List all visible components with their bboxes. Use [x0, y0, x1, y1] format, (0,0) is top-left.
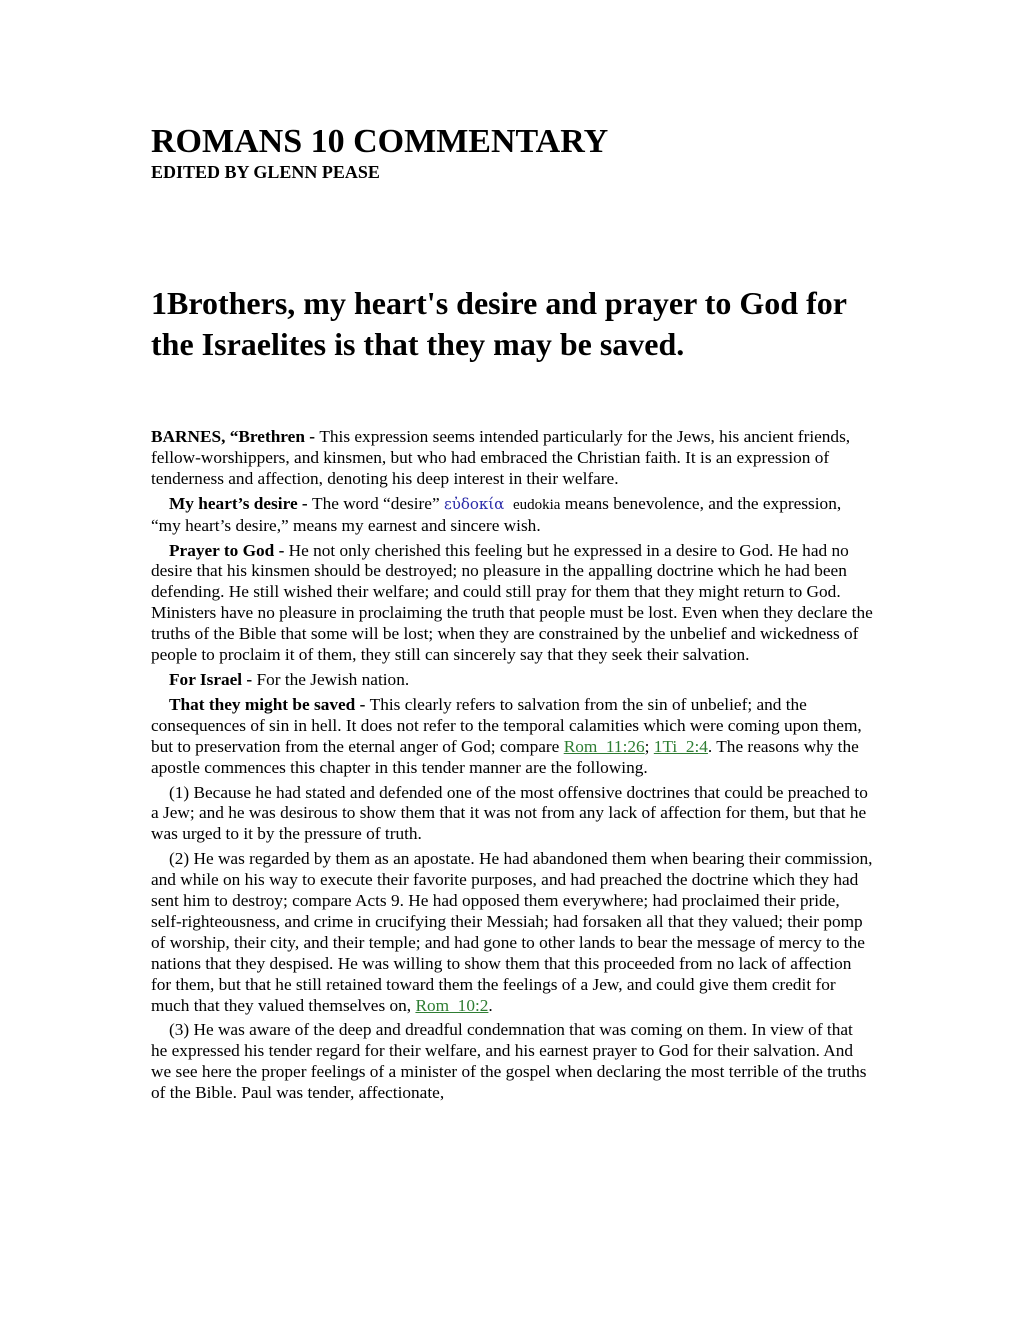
- paragraph-text: . The reasons why the apostle commences this chapter in this tender manner are the following.: [151, 736, 859, 777]
- commentary-paragraph: [151, 541, 873, 666]
- paragraph-text: (3) He was aware of the deep and dreadful condemnation that was coming on them. In view of that he expressed his tender regard for their welfare, and his earnest prayer to God for their salvation. And we see here the proper feelings of a minister of the gospel when declaring the most terrible of the truths of the Bible. Paul was tender, affectionate,: [151, 1020, 867, 1103]
- document-editor: EDITED BY GLENN PEASE: [151, 162, 380, 182]
- paragraph-lead: For Israel -: [169, 669, 257, 689]
- paragraph-text: .: [488, 995, 493, 1015]
- paragraph-text: (2) He was regarded by them as an apostate. He had abandoned them when bearing their commission, and while on his way to execute their favorite purposes, and had preached the doctrine which they had sent him to destroy; compare Acts 9. He had opposed them everywhere; had proclaimed their pride, self-righteousness, and crime in crucifying their Messiah; had forsaken all that they valued; their pomp of worship, their city, and their temple; and had gone to other lands to bear the message of mercy to the nations that they despised. He was willing to show them that this proceeded from no lack of affection for them, but that he still retained toward them the feelings of a Jew, and could give them credit for much that they valued themselves on,: [151, 849, 873, 1015]
- paragraph-text: He not only cherished this feeling but he expressed in a desire to God. He had no desire that his kinsmen should be destroyed; no pleasure in the appalling doctrine which he had been defending. He still wished their welfare; and could still pray for them that they might return to God. Ministers have no pleasure in proclaiming the truth that people must be lost. Even when they declare the truths of the Bible that some will be lost; when they are constrained by the unbelief and wickedness of people to proclaim it of them, they still can sincerely say that they seek their salvation.: [151, 540, 873, 665]
- verse-heading: 1Brothers, my heart's desire and prayer to God for the Israelites is that they may be saved.: [151, 285, 847, 362]
- commentary-paragraph: [151, 427, 873, 490]
- separator: ;: [644, 736, 654, 756]
- paragraph-lead: BARNES, “Brethren -: [151, 427, 320, 446]
- paragraph-lead: My heart’s desire -: [169, 493, 313, 513]
- commentary-paragraph: [151, 1020, 873, 1104]
- transliteration: eudokia: [512, 496, 561, 513]
- paragraph-text: The word “desire”: [312, 493, 444, 513]
- scripture-link-1ti-2-4[interactable]: 1Ti_2:4: [653, 736, 708, 756]
- paragraph-text: means benevolence, and the expression, “my heart’s desire,” means my earnest and sincere wish.: [151, 493, 842, 535]
- paragraph-lead: Prayer to God -: [169, 540, 289, 560]
- paragraph-text: This clearly refers to salvation from the sin of unbelief; and the consequences of sin in hell. It does not refer to the temporal calamities which were coming upon them, but to preservation from the eternal anger of God; compare: [151, 694, 862, 756]
- paragraph-text: This expression seems intended particularly for the Jews, his ancient friends, fellow-worshippers, and kinsmen, but who had embraced the Christian faith. It is an expression of tenderness and affection, denoting his deep interest in their welfare.: [151, 427, 851, 488]
- commentary-paragraph: [151, 494, 873, 537]
- commentary-paragraph: [151, 849, 873, 1016]
- paragraph-lead: That they might be saved -: [169, 694, 370, 714]
- commentary-paragraph: [151, 783, 873, 846]
- paragraph-text: For the Jewish nation.: [256, 669, 410, 689]
- commentary-paragraph: [151, 670, 873, 691]
- commentary-body: [151, 427, 873, 1108]
- greek-word: εὐδοκία: [443, 494, 505, 513]
- document-title: ROMANS 10 COMMENTARY: [151, 123, 609, 160]
- paragraph-text: (1) Because he had stated and defended one of the most offensive doctrines that could be preached to a Jew; and he was desirous to show them that it was not from any lack of affection for them, but that he was urged to it by the pressure of truth.: [151, 782, 868, 844]
- scripture-link-rom-10-2[interactable]: Rom_10:2: [415, 995, 489, 1015]
- scripture-link-rom-11-26[interactable]: Rom_11:26: [563, 736, 645, 756]
- commentary-paragraph: [151, 695, 873, 779]
